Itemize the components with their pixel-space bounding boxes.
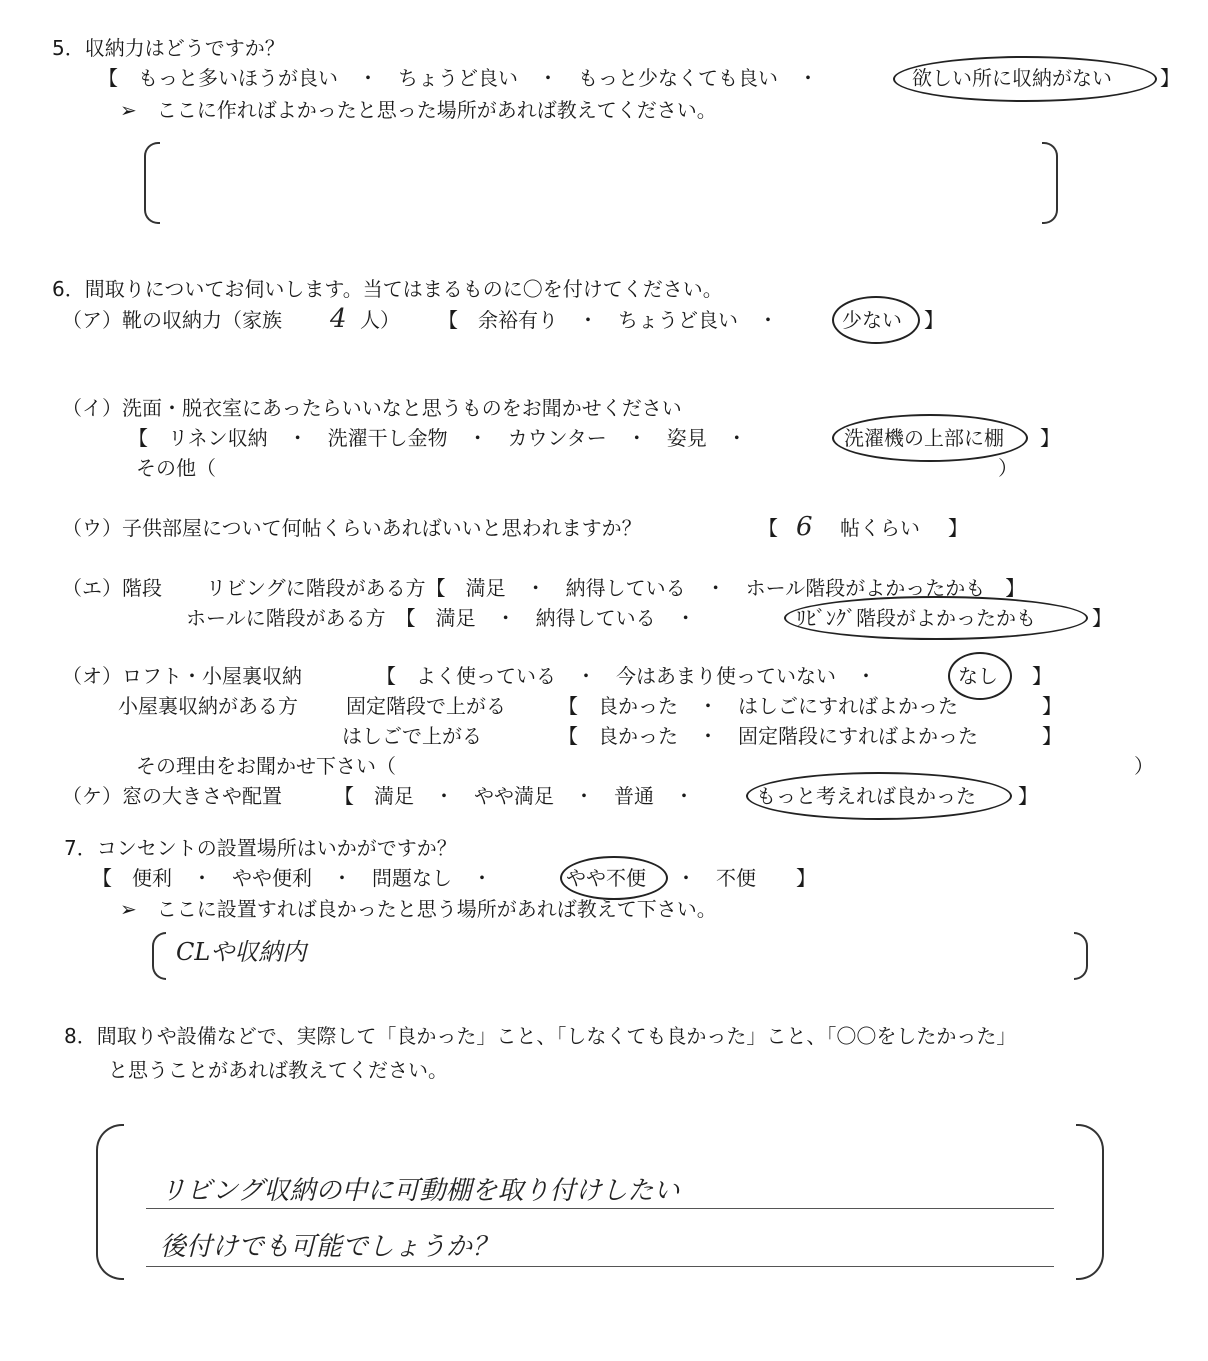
q6o-circled-answer: なし (958, 664, 998, 688)
q6e-circled-answer: ﾘﾋﾞﾝｸﾞ階段がよかったかも (796, 606, 1036, 630)
q7-answer-box-left (152, 932, 166, 980)
q6ke-close-bracket: 】 (1018, 784, 1038, 808)
q6o-row2-label: はしごで上がる (342, 724, 482, 748)
q6a-options: 【 余裕有り ・ ちょうど良い ・ (438, 308, 778, 332)
q5-title: 5．収納力はどうですか？ (52, 36, 285, 60)
q6ke-circled-answer: もっと考えれば良かった (756, 784, 976, 808)
q5-answer-box-left (144, 142, 160, 224)
q5-answer-circle (893, 56, 1157, 102)
q7-title: 7．コンセントの設置場所はいかがですか？ (64, 836, 457, 860)
q6o-row2-close: 】 (1042, 724, 1062, 748)
q6o-row1-close: 】 (1042, 694, 1062, 718)
q6o-close-bracket: 】 (1032, 664, 1052, 688)
q6o-answer-circle (948, 652, 1012, 700)
q6u-unit: 帖くらい (840, 516, 920, 540)
q6i-label: （イ）洗面・脱衣室にあったらいいなと思うものをお聞かせください (62, 396, 682, 420)
q7-answer-circle (560, 856, 668, 900)
q7-subprompt: ➢ ここに設置すれば良かったと思う場所があれば教えて下さい。 (120, 897, 717, 921)
q6u-answer: 6 (796, 512, 813, 542)
q6o-reason: その理由をお聞かせ下さい（ (136, 754, 396, 778)
q6i-options: 【 リネン収納 ・ 洗濯干し金物 ・ カウンター ・ 姿見 ・ (128, 426, 747, 450)
q6o-row1-label: 固定階段で上がる (346, 694, 506, 718)
q7-options: 【 便利 ・ やや便利 ・ 問題なし ・ (92, 866, 492, 890)
q6a-family-count: 4 (330, 304, 347, 334)
q6ke-options: 【 満足 ・ やや満足 ・ 普通 ・ (334, 784, 694, 808)
q6ke-answer-circle (746, 772, 1012, 820)
q5-circled-answer: 欲しい所に収納がない (912, 66, 1112, 90)
q6e-answer-circle (784, 596, 1088, 640)
q6i-close-bracket: 】 (1040, 426, 1060, 450)
q6u-label: （ウ）子供部屋について何帖くらいあればいいと思われますか？ (62, 516, 642, 540)
q6i-other-close: ） (998, 456, 1018, 480)
q8-answer-line2: 後付けでも可能でしょうか？ (160, 1232, 499, 1262)
q6a-unit: 人） (360, 308, 400, 332)
q5-options: 【 もっと多いほうが良い ・ ちょうど良い ・ もっと少なくても良い ・ (98, 66, 818, 90)
q6e-row2: ホールに階段がある方 【 満足 ・ 納得している ・ (186, 606, 696, 630)
q7-rest-options: ・ 不便 】 (676, 866, 816, 890)
q6o-sub-head: 小屋裏収納がある方 (118, 694, 298, 718)
q6o-label: （オ）ロフト・小屋裏収納 (62, 664, 302, 688)
q8-writing-line2 (146, 1266, 1054, 1267)
q6o-row1-options: 【 良かった ・ はしごにすればよかった (558, 694, 958, 718)
q6e-label: （エ）階段 (62, 576, 162, 600)
q6i-circled-answer: 洗濯機の上部に棚 (844, 426, 1004, 450)
q6a-circled-answer: 少ない (842, 308, 902, 332)
q6o-options: 【 よく使っている ・ 今はあまり使っていない ・ (376, 664, 876, 688)
q6u-open-bracket: 【 (758, 516, 778, 540)
q6i-answer-circle (832, 414, 1028, 462)
q8-title-line2: と思うことがあれば教えてください。 (108, 1058, 448, 1082)
q7-circled-answer: やや不便 (566, 866, 646, 890)
q5-answer-box-right (1042, 142, 1058, 224)
q6e-close-bracket: 】 (1092, 606, 1112, 630)
q8-answer-line1: リビング収納の中に可動棚を取り付けしたい (160, 1176, 680, 1206)
q6o-reason-close: ） (1134, 754, 1154, 778)
q7-answer-box-right (1074, 932, 1088, 980)
q6a-answer-circle (832, 296, 920, 344)
q6i-other: その他（ (136, 456, 216, 480)
q6ke-label: （ケ）窓の大きさや配置 (62, 784, 282, 808)
q6e-row1: リビングに階段がある方【 満足 ・ 納得している ・ ホール階段がよかったかも 】 (206, 576, 1026, 600)
q6a-close-bracket: 】 (924, 308, 944, 332)
q8-title: 8．間取りや設備などで、実際して「良かった」こと、「しなくても良かった」こと、「〇〇をしたかった」 (64, 1024, 1017, 1048)
q8-answer-box-right (1076, 1124, 1104, 1280)
q6u-close-bracket: 】 (948, 516, 968, 540)
q6-title: 6．間取りについてお伺いします。当てはまるものに〇を付けてください。 (52, 277, 723, 301)
q5-close-bracket: 】 (1160, 66, 1180, 90)
q5-subprompt: ➢ ここに作ればよかったと思った場所があれば教えてください。 (120, 98, 717, 122)
q8-writing-line1 (146, 1208, 1054, 1209)
q8-answer-box-left (96, 1124, 124, 1280)
q6o-row2-options: 【 良かった ・ 固定階段にすればよかった (558, 724, 978, 748)
q6a-label: （ア）靴の収納力（家族 (62, 308, 282, 332)
q7-answer: CLや収納内 (176, 938, 307, 966)
